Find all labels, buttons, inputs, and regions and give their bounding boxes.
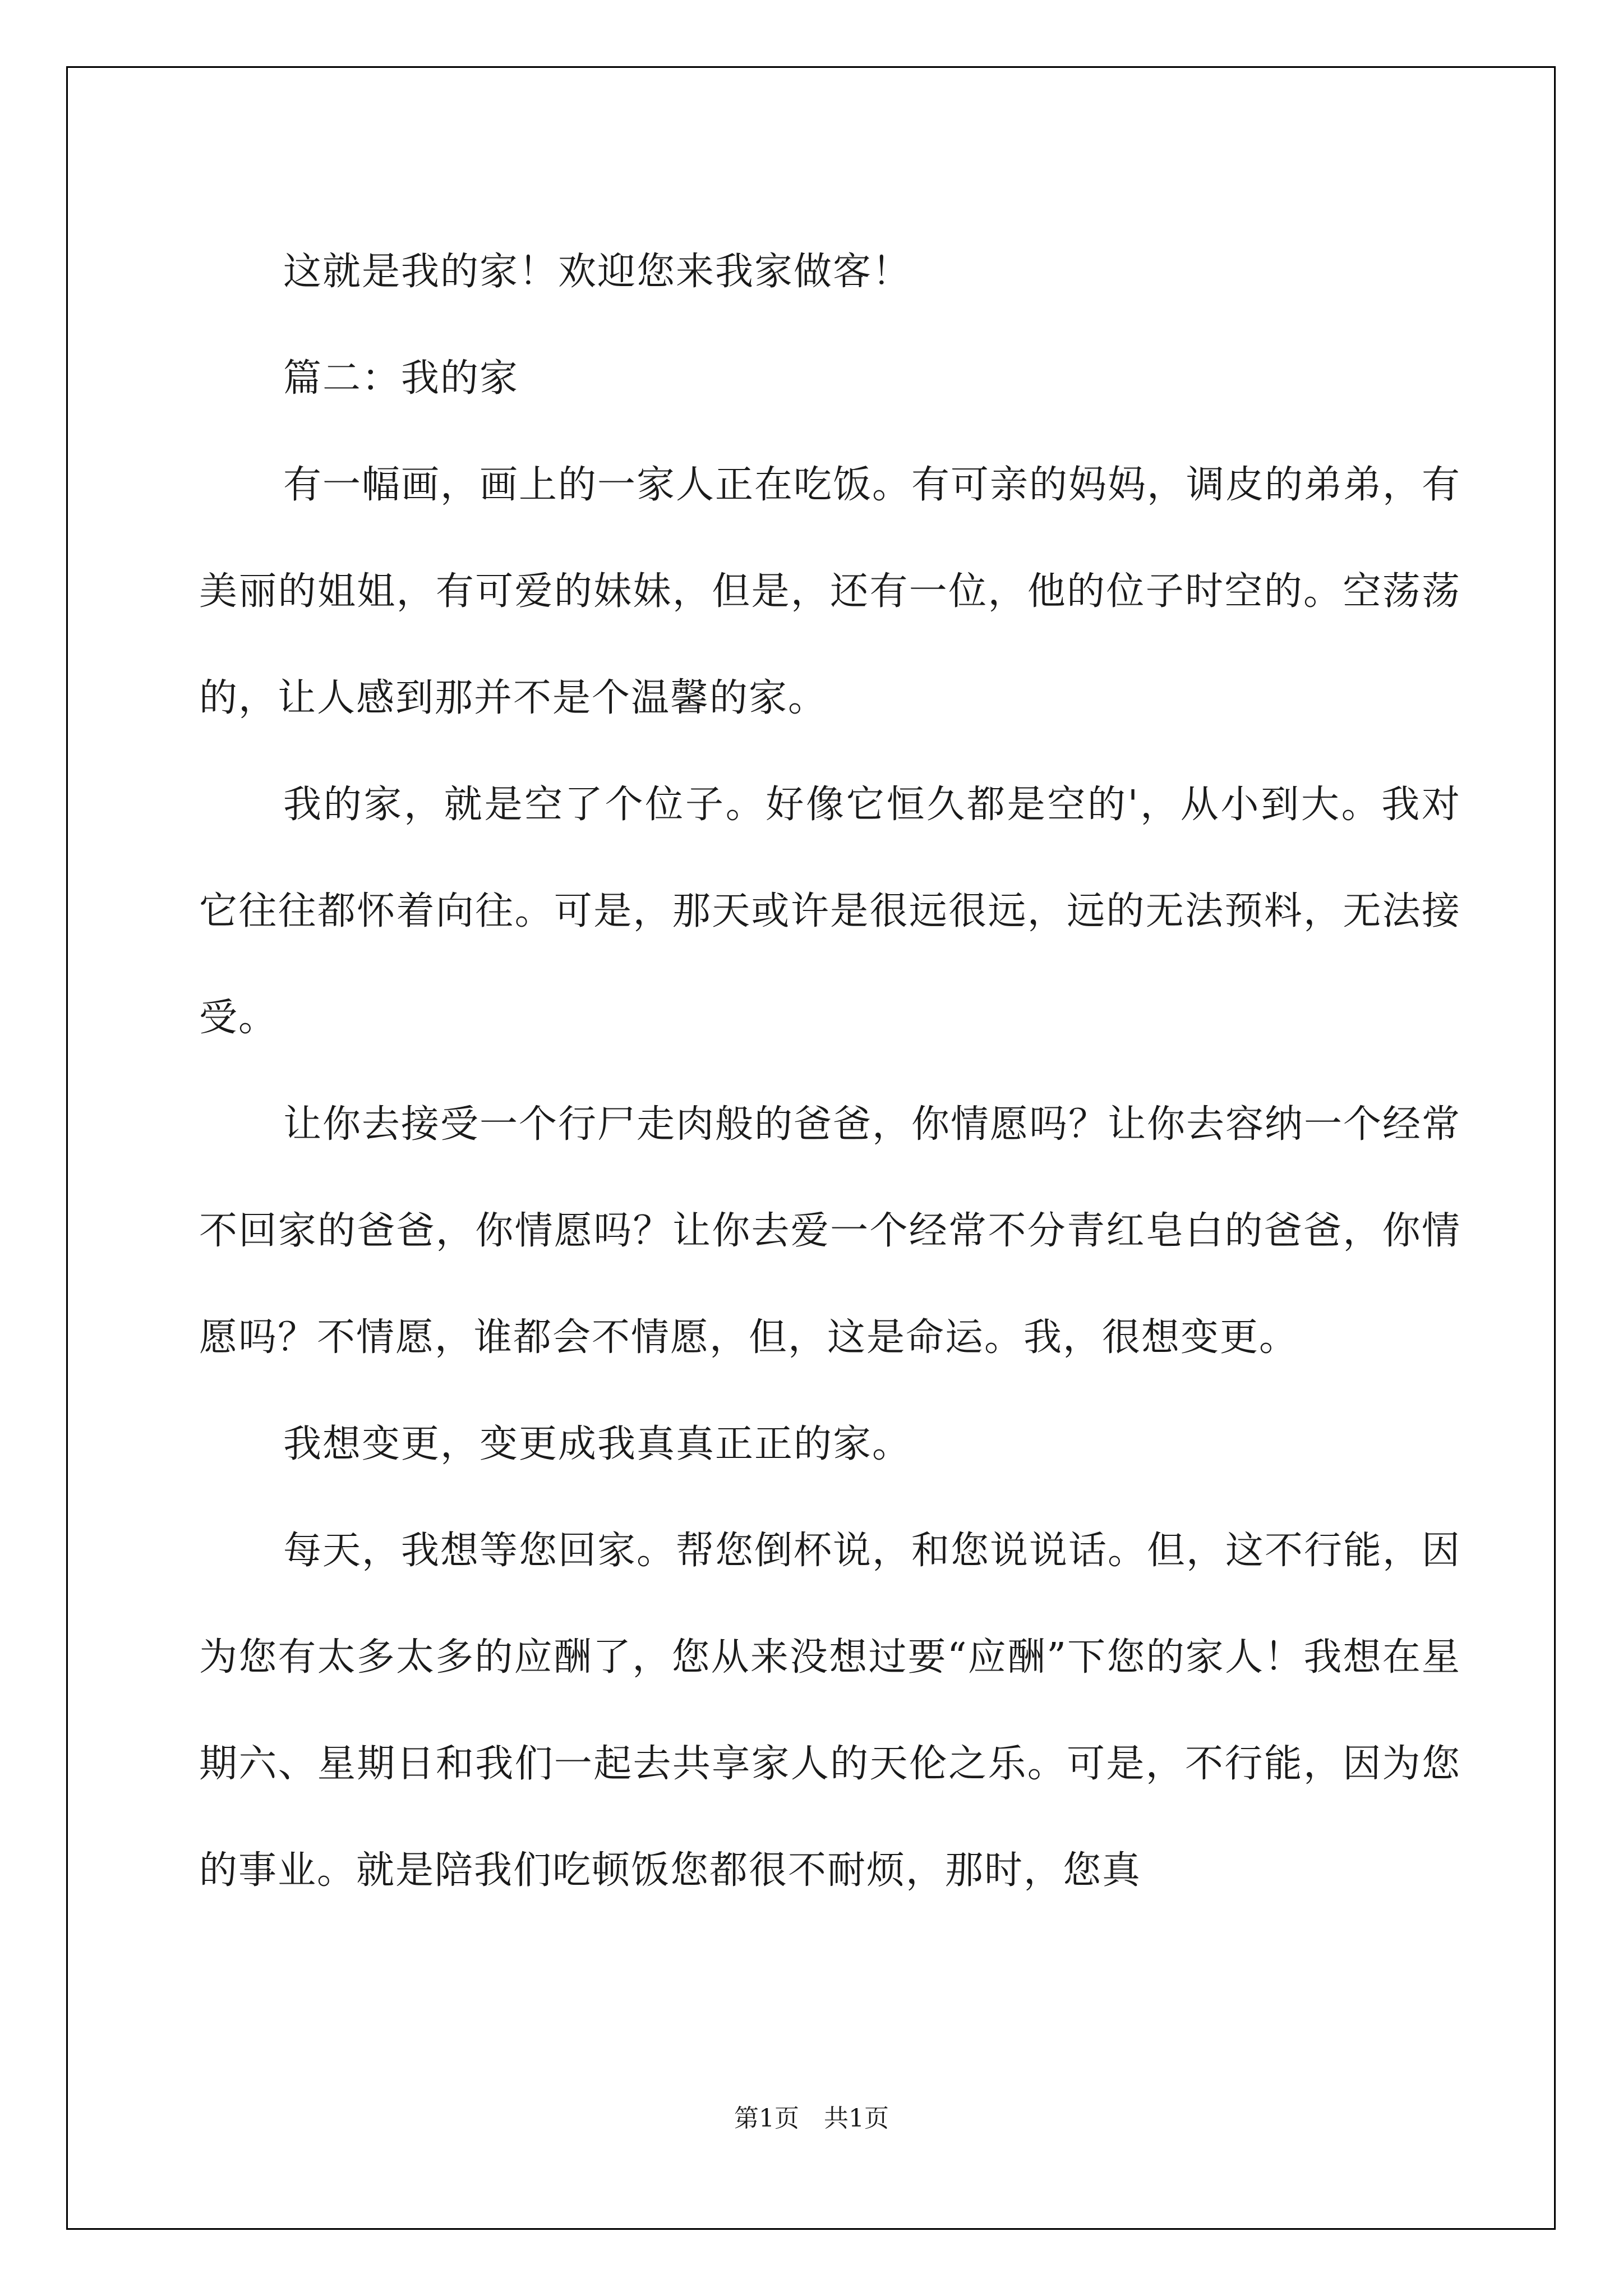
paragraph-2: 篇二：我的家 xyxy=(283,356,519,401)
paragraph-4: 我的家，就是空了个位子。好像它恒久都是空的'，从小到大。我对它往往都怀着向往。可是，那天或许是很远很远，远的无法预料，无法接受。 xyxy=(199,783,1461,1040)
page-footer: 第1页 共1页 xyxy=(734,2104,889,2133)
paragraph-5: 让你去接受一个行尸走肉般的爸爸，你情愿吗？让你去容纳一个经常不回家的爸爸，你情愿吗？让你去爱一个经常不分青红皂白的爸爸，你情愿吗？不情愿，谁都会不情愿，但，这是命运。我，很想变更。 xyxy=(199,1102,1461,1360)
paragraph-6: 我想变更，变更成我真真正正的家。 xyxy=(283,1422,912,1466)
paragraph-3: 有一幅画，画上的一家人正在吃饭。有可亲的妈妈，调皮的弟弟，有美丽的姐姐，有可爱的妹妹，但是，还有一位，他的位子时空的。空荡荡的，让人感到那并不是个温馨的家。 xyxy=(199,463,1461,720)
document-body xyxy=(199,219,1461,1924)
paragraph-1: 这就是我的家！欢迎您来我家做客！ xyxy=(283,250,912,294)
paragraph-7: 每天，我想等您回家。帮您倒杯说，和您说说话。但，这不行能，因为您有太多太多的应酬了，您从来没想过要“应酬”下您的家人！我想在星期六、星期日和我们一起去共享家人的天伦之乐。可是，不行能，因为您的事业。就是陪我们吃顿饭您都很不耐烦，那时，您真 xyxy=(199,1529,1461,1893)
